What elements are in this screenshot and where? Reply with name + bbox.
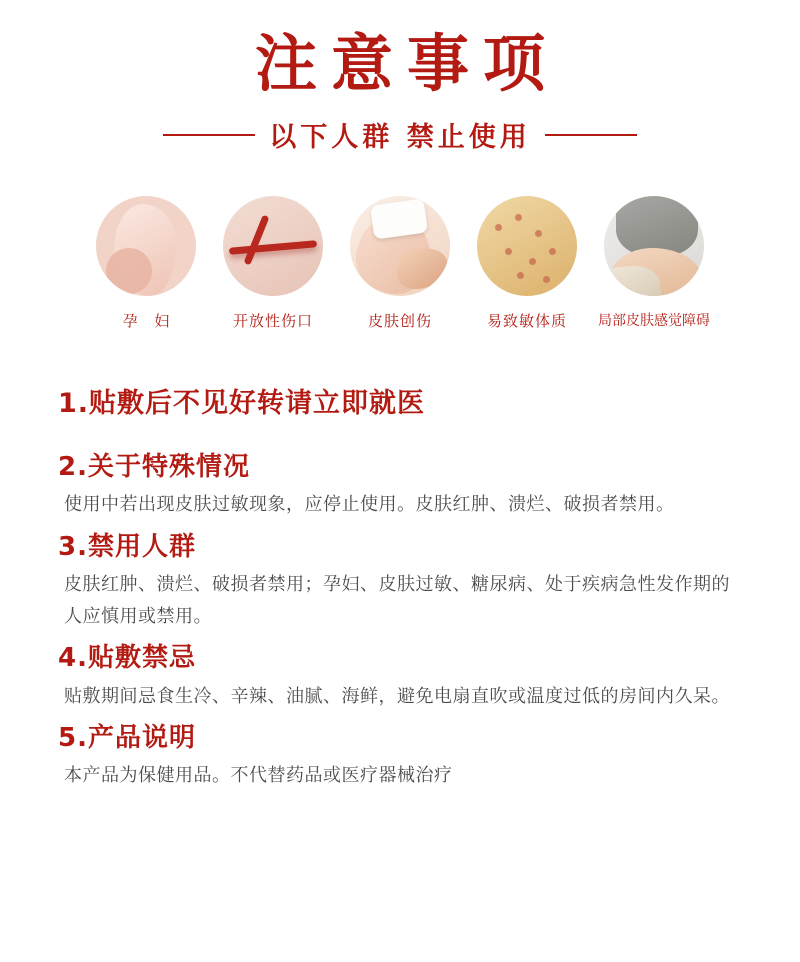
icon-label: 皮肤创伤 <box>367 312 432 331</box>
subtitle-row <box>0 115 800 154</box>
skin-sensation-disorder-icon <box>604 196 704 296</box>
open-wound-icon <box>223 196 323 296</box>
note-heading: 3.禁用人群 <box>58 531 196 562</box>
note-body: 本产品为保健用品。不代替药品或医疗器械治疗 <box>64 765 453 787</box>
note-body: 皮肤红肿、溃烂、破损者禁用；孕妇、皮肤过敏、糖尿病、处于疾病急性发作期的人应慎用或禁用。 <box>64 574 730 627</box>
note-item-3 <box>58 527 742 632</box>
forbidden-groups-row <box>0 196 800 331</box>
icon-label: 局部皮肤感觉障碍 <box>598 313 710 330</box>
notes-list <box>0 383 800 792</box>
note-heading: 2.关于特殊情况 <box>58 452 250 483</box>
note-item-5 <box>58 718 742 792</box>
icon-cell-skin-trauma <box>350 196 450 331</box>
note-body: 贴敷期间忌食生冷、辛辣、油腻、海鲜，避免电扇直吹或温度过低的房间内久呆。 <box>64 685 730 707</box>
note-item-2 <box>58 447 742 521</box>
rule-right <box>545 134 637 136</box>
header <box>0 0 800 154</box>
icon-cell-skin-sensation-disorder <box>598 196 710 331</box>
pregnant-woman-icon <box>96 196 196 296</box>
note-item-1 <box>58 383 742 425</box>
note-heading: 4.贴敷禁忌 <box>58 643 196 674</box>
note-body: 使用中若出现皮肤过敏现象，应停止使用。皮肤红肿、溃烂、破损者禁用。 <box>64 494 675 516</box>
allergy-prone-icon <box>477 196 577 296</box>
rule-left <box>163 134 255 136</box>
note-heading: 1.贴敷后不见好转请立即就医 <box>58 388 426 420</box>
skin-trauma-icon <box>350 196 450 296</box>
note-item-4 <box>58 638 742 712</box>
icon-label: 易致敏体质 <box>486 312 567 331</box>
note-heading: 5.产品说明 <box>58 723 196 754</box>
icon-label: 开放性伤口 <box>232 312 313 331</box>
icon-cell-open-wound <box>223 196 323 331</box>
icon-cell-pregnant-woman <box>96 196 196 331</box>
page-title: 注意事项 <box>254 27 559 100</box>
page-subtitle: 以下人群 禁止使用 <box>269 122 531 154</box>
icon-label: 孕 妇 <box>122 312 176 331</box>
icon-cell-allergy-prone <box>477 196 577 331</box>
